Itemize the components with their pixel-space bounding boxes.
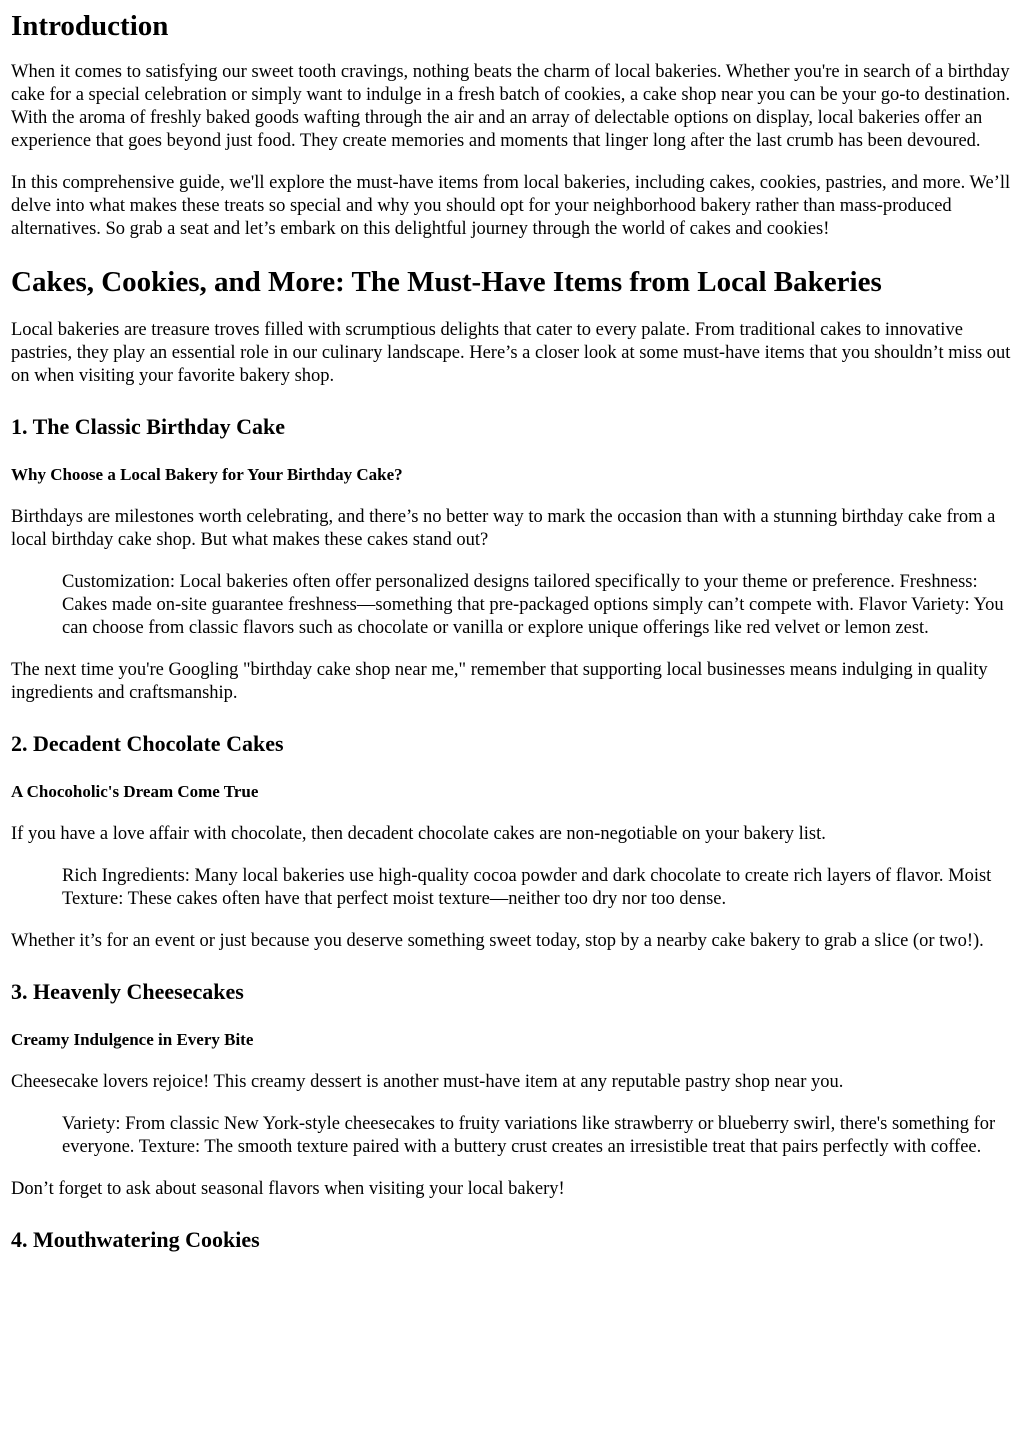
section-intro-cheesecakes: Cheesecake lovers rejoice! This creamy dessert is another must-have item at any reputable pastry shop near you. bbox=[11, 1072, 844, 1092]
section-outro-cheesecakes: Don’t forget to ask about seasonal flavors when visiting your local bakery! bbox=[11, 1179, 565, 1199]
intro-paragraph-1: When it comes to satisfying our sweet tooth cravings, nothing beats the charm of local bakeries. Whether you're in search of a birthday cake for a special celebration or simply want to indulge in a fresh batch of cookies, a cake shop near you can be your go-to destination. With the aroma of freshly baked goods wafting through the air and an array of delectable options on display, local bakeries offer an experience that goes beyond just food. They create memories and moments that linger long after the last crumb has been devoured. bbox=[11, 62, 1011, 151]
section-heading-chocolate-cakes: 2. Decadent Chocolate Cakes bbox=[11, 731, 284, 756]
section-quote-chocolate-cakes: Rich Ingredients: Many local bakeries use high-quality cocoa powder and dark chocolate to create rich layers of flavor. Moist Texture: These cakes often have that perfect moist texture—neither too dry nor too dense. bbox=[62, 866, 992, 909]
section-subheading-chocolate-cakes: A Chocoholic's Dream Come True bbox=[11, 782, 259, 801]
article bbox=[0, 9, 1024, 1253]
intro-heading: Introduction bbox=[11, 10, 169, 42]
main-heading: Cakes, Cookies, and More: The Must-Have Items from Local Bakeries bbox=[11, 266, 882, 298]
section-heading-cheesecakes: 3. Heavenly Cheesecakes bbox=[11, 979, 244, 1004]
section-subheading-cheesecakes: Creamy Indulgence in Every Bite bbox=[11, 1030, 254, 1049]
section-heading-cookies: 4. Mouthwatering Cookies bbox=[11, 1227, 260, 1252]
section-subheading-birthday-cake: Why Choose a Local Bakery for Your Birthday Cake? bbox=[11, 465, 403, 484]
main-paragraph: Local bakeries are treasure troves filled with scrumptious delights that cater to every palate. From traditional cakes to innovative pastries, they play an essential role in our culinary landscape. Here’s a closer look at some must-have items that you shouldn’t miss out on when visiting your favorite bakery shop. bbox=[11, 320, 1011, 386]
section-heading-birthday-cake: 1. The Classic Birthday Cake bbox=[11, 414, 286, 439]
section-quote-birthday-cake: Customization: Local bakeries often offer personalized designs tailored specifically to your theme or preference. Freshness: Cakes made on-site guarantee freshness—something that pre-packaged options simply can’t compete with. Flavor Variety: You can choose from classic flavors such as chocolate or vanilla or explore unique offerings like red velvet or lemon zest. bbox=[62, 572, 1004, 638]
section-intro-chocolate-cakes: If you have a love affair with chocolate, then decadent chocolate cakes are non-negotiable on your bakery list. bbox=[11, 824, 826, 844]
intro-paragraph-2: In this comprehensive guide, we'll explore the must-have items from local bakeries, including cakes, cookies, pastries, and more. We’ll delve into what makes these treats so special and why you should opt for your neighborhood bakery rather than mass-produced alternatives. So grab a seat and let’s embark on this delightful journey through the world of cakes and cookies! bbox=[11, 173, 1011, 239]
section-quote-cheesecakes: Variety: From classic New York-style cheesecakes to fruity variations like strawberry or blueberry swirl, there's something for everyone. Texture: The smooth texture paired with a buttery crust creates an irresistible treat that pairs perfectly with coffee. bbox=[62, 1114, 996, 1157]
section-intro-birthday-cake: Birthdays are milestones worth celebrating, and there’s no better way to mark the occasion than with a stunning birthday cake from a local birthday cake shop. But what makes these cakes stand out? bbox=[11, 507, 996, 550]
section-outro-chocolate-cakes: Whether it’s for an event or just because you deserve something sweet today, stop by a nearby cake bakery to grab a slice (or two!). bbox=[11, 931, 984, 951]
section-outro-birthday-cake: The next time you're Googling "birthday cake shop near me," remember that supporting local businesses means indulging in quality ingredients and craftsmanship. bbox=[11, 660, 988, 703]
